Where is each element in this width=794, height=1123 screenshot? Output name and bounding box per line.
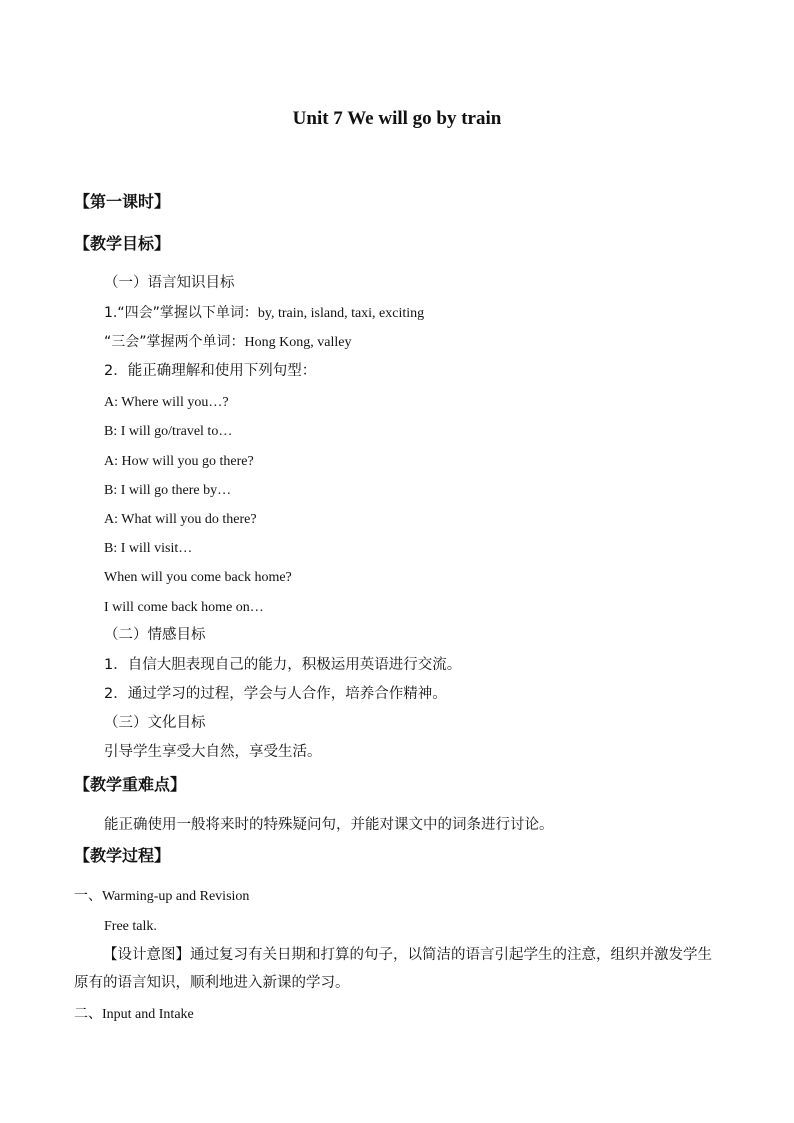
- sentence-line: A: Where will you…?: [104, 395, 229, 410]
- emotion-goal-item: 2．通过学习的过程，学会与人合作，培养合作精神。: [104, 686, 447, 702]
- sentence-line: B: I will go/travel to…: [104, 424, 233, 439]
- culture-goal-heading: （三）文化目标: [104, 715, 206, 731]
- step-input-intake: [74, 1007, 194, 1022]
- free-talk-activity: Free talk.: [104, 919, 157, 934]
- goal-item-four-skills: [104, 306, 424, 321]
- language-goal-heading: （一）语言知识目标: [104, 275, 235, 291]
- step-input-intake-number: 二、: [74, 1006, 102, 1022]
- step-warming-up: [74, 889, 249, 904]
- culture-goal-text: 引导学生享受大自然，享受生活。: [104, 744, 322, 760]
- sentence-line: I will come back home on…: [104, 600, 264, 615]
- lesson-heading: 【第一课时】: [74, 192, 171, 211]
- step-warming-up-title: Warming-up and Revision: [102, 889, 250, 904]
- key-points-heading: 【教学重难点】: [74, 775, 187, 794]
- goal-item-four-skills-label: 1.“四会”掌握以下单词：: [104, 305, 258, 321]
- goal-item-three-skills-label: “三会”掌握两个单词：: [104, 334, 245, 350]
- goals-heading: 【教学目标】: [74, 234, 171, 253]
- sentence-line: A: What will you do there?: [104, 512, 257, 527]
- goal-item-three-skills-words: Hong Kong, valley: [244, 335, 352, 350]
- emotion-goal-heading: （二）情感目标: [104, 627, 206, 643]
- sentence-line: When will you come back home?: [104, 570, 292, 585]
- sentence-line: B: I will go there by…: [104, 483, 232, 498]
- emotion-goal-item: 1．自信大胆表现自己的能力，积极运用英语进行交流。: [104, 657, 462, 673]
- process-heading: 【教学过程】: [74, 846, 171, 865]
- goal-item-four-skills-words: by, train, island, taxi, exciting: [257, 306, 425, 321]
- key-points-text: 能正确使用一般将来时的特殊疑问句，并能对课文中的词条进行讨论。: [104, 817, 554, 833]
- step-input-intake-title: Input and Intake: [102, 1007, 194, 1022]
- goal-item-sentence-patterns: 2．能正确理解和使用下列句型：: [104, 363, 317, 379]
- step-warming-up-number: 一、: [74, 888, 102, 904]
- sentence-line: B: I will visit…: [104, 541, 193, 556]
- goal-item-three-skills: [104, 335, 351, 350]
- sentence-line: A: How will you go there?: [104, 454, 254, 469]
- design-intent-paragraph: 【设计意图】通过复习有关日期和打算的句子，以简洁的语言引起学生的注意，组织并激发学生原有的语言知识，顺利地进入新课的学习。: [74, 947, 712, 991]
- document-title: Unit 7 We will go by train: [292, 108, 502, 129]
